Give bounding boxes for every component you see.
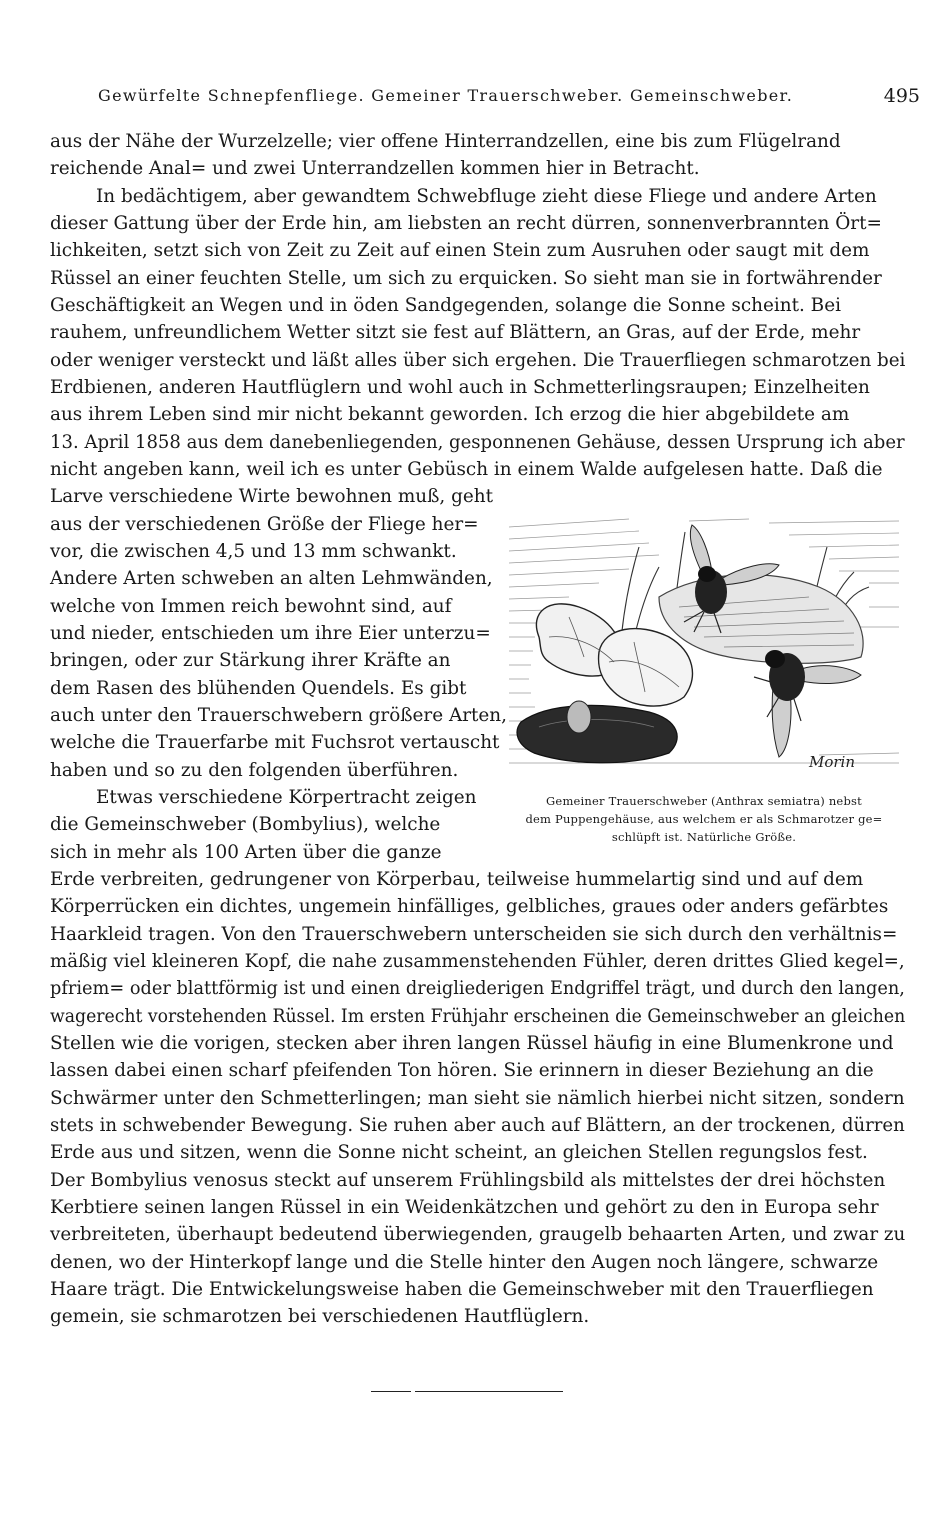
text-line: Rüssel an einer feuchten Stelle, um sich zu erquicken. So sieht man sie in fortwährender xyxy=(50,268,882,289)
text-line: Stellen wie die vorigen, stecken aber ihren langen Rüssel häufig in eine Blumenkrone und xyxy=(50,1033,894,1054)
text-line: In bedächtigem, aber gewandtem Schwebfluge zieht diese Fliege und andere Arten xyxy=(96,186,877,207)
text-line: nicht angeben kann, weil ich es unter Gebüsch in einem Walde aufgelesen hatte. Daß die xyxy=(50,459,883,480)
text-line: Kerbtiere seinen langen Rüssel in ein Weidenkätzchen und gehört zu den in Europa sehr xyxy=(50,1197,879,1218)
text-line: verbreiteten, überhaupt bedeutend überwiegenden, graugelb behaarten Arten, und zwar zu xyxy=(50,1224,906,1245)
text-line: Schwärmer unter den Schmetterlingen; man sieht sie nämlich hierbei nicht sitzen, sondern xyxy=(50,1088,905,1109)
text-line: rauhem, unfreundlichem Wetter sitzt sie fest auf Blättern, an Gras, auf der Erde, mehr xyxy=(50,322,861,343)
text-line: Haare trägt. Die Entwickelungsweise haben die Gemeinschweber mit den Trauerfliegen xyxy=(50,1279,874,1300)
text-line: lassen dabei einen scharf pfeifenden Ton hören. Sie erinnern in dieser Beziehung an die xyxy=(50,1060,874,1081)
fly-lower xyxy=(754,650,861,757)
text-line: pfriem= oder blattförmig ist und einen dreigliederigen Endgriffel trägt, und durch den langen, xyxy=(50,978,905,999)
running-title: Gewürfelte Schnepfenfliege. Gemeiner Trauerschweber. Gemeinschweber. xyxy=(98,86,794,105)
text-line: welche von Immen reich bewohnt sind, auf xyxy=(50,596,452,617)
text-line: dieser Gattung über der Erde hin, am liebsten an recht dürren, sonnenverbrannten Ört= xyxy=(50,213,882,234)
text-line: stets in schwebender Bewegung. Sie ruhen aber auch auf Blättern, an der trockenen, dürren xyxy=(50,1115,905,1136)
illustration-figure xyxy=(509,517,902,782)
text-line: 13. April 1858 aus dem danebenliegenden, gesponnenen Gehäuse, dessen Ursprung ich aber xyxy=(50,432,905,453)
text-line: Larve verschiedene Wirte bewohnen muß, geht xyxy=(50,486,493,507)
text-line: Erde aus und sitzen, wenn die Sonne nicht scheint, an gleichen Stellen regungslos fest. xyxy=(50,1142,868,1163)
text-line: Körperrücken ein dichtes, ungemein hinfälliges, gelbliches, graues oder anders gefärbtes xyxy=(50,896,889,917)
page-number: 495 xyxy=(883,85,920,107)
leaf-center xyxy=(599,629,693,706)
text-line: dem Rasen des blühenden Quendels. Es gibt xyxy=(50,678,467,699)
text-line: Erdbienen, anderen Hautflüglern und wohl auch in Schmetterlingsraupen; Einzelheiten xyxy=(50,377,870,398)
text-line: oder weniger versteckt und läßt alles über sich ergehen. Die Trauerfliegen schmarotzen bei xyxy=(50,350,906,371)
text-line: welche die Trauerfarbe mit Fuchsrot vertauscht xyxy=(50,732,500,753)
text-line: aus der verschiedenen Größe der Fliege her= xyxy=(50,514,479,535)
caption-line: Gemeiner Trauerschweber (Anthrax semiatra) nebst xyxy=(546,794,862,808)
running-header xyxy=(98,86,920,112)
text-line: reichende Anal= und zwei Unterrandzellen kommen hier in Betracht. xyxy=(50,158,700,179)
text-line: die Gemeinschweber (Bombylius), welche xyxy=(50,814,441,835)
fly-engraving xyxy=(509,517,902,782)
text-line: Der Bombylius venosus steckt auf unserem Frühlingsbild als mittelstes der drei höchsten xyxy=(50,1170,886,1191)
caption-line: schlüpft ist. Natürliche Größe. xyxy=(611,830,797,844)
text-line: Erde verbreiten, gedrungener von Körperbau, teilweise hummelartig sind und auf dem xyxy=(50,869,864,890)
text-line: bringen, oder zur Stärkung ihrer Kräfte an xyxy=(50,650,451,671)
text-line: Etwas verschiedene Körpertracht zeigen xyxy=(96,787,477,808)
text-line: Andere Arten schweben an alten Lehmwänden, xyxy=(50,568,493,589)
text-line: denen, wo der Hinterkopf lange und die Stelle hinter den Augen noch längere, schwarze xyxy=(50,1252,879,1273)
text-line: gemein, sie schmarotzen bei verschiedenen Hautflüglern. xyxy=(50,1306,590,1327)
text-line: Geschäftigkeit an Wegen und in öden Sandgegenden, solange die Sonne scheint. Bei xyxy=(50,295,841,316)
text-line: auch unter den Trauerschwebern größere Arten, xyxy=(50,705,507,726)
text-line: und nieder, entschieden um ihre Eier unterzu= xyxy=(50,623,491,644)
caption-line: dem Puppengehäuse, aus welchem er als Schmarotzer ge= xyxy=(525,812,883,826)
text-line: vor, die zwischen 4,5 und 13 mm schwankt. xyxy=(50,541,457,562)
text-line: aus der Nähe der Wurzelzelle; vier offene Hinterrandzellen, eine bis zum Flügelrand xyxy=(50,131,841,152)
pupa-shell xyxy=(567,701,591,733)
text-line: aus ihrem Leben sind mir nicht bekannt geworden. Ich erzog die hier abgebildete am xyxy=(50,404,850,425)
text-line: Haarkleid tragen. Von den Trauerschwebern unterscheiden sie sich durch den verhältnis= xyxy=(50,924,898,945)
engraver-signature: Morin xyxy=(809,753,856,771)
text-line: lichkeiten, setzt sich von Zeit zu Zeit auf einen Stein zum Ausruhen oder saugt mit dem xyxy=(50,240,870,261)
section-divider xyxy=(371,1391,411,1392)
text-line: wagerecht vorstehenden Rüssel. Im ersten Frühjahr erscheinen die Gemeinschweber an gleichen xyxy=(50,1006,906,1027)
text-line: sich in mehr als 100 Arten über die ganze xyxy=(50,842,442,863)
section-divider xyxy=(415,1391,563,1392)
pupal-case xyxy=(517,705,677,762)
text-line: haben und so zu den folgenden überführen. xyxy=(50,760,459,781)
text-line: mäßig viel kleineren Kopf, die nahe zusammenstehenden Fühler, deren drittes Glied kegel=, xyxy=(50,951,905,972)
